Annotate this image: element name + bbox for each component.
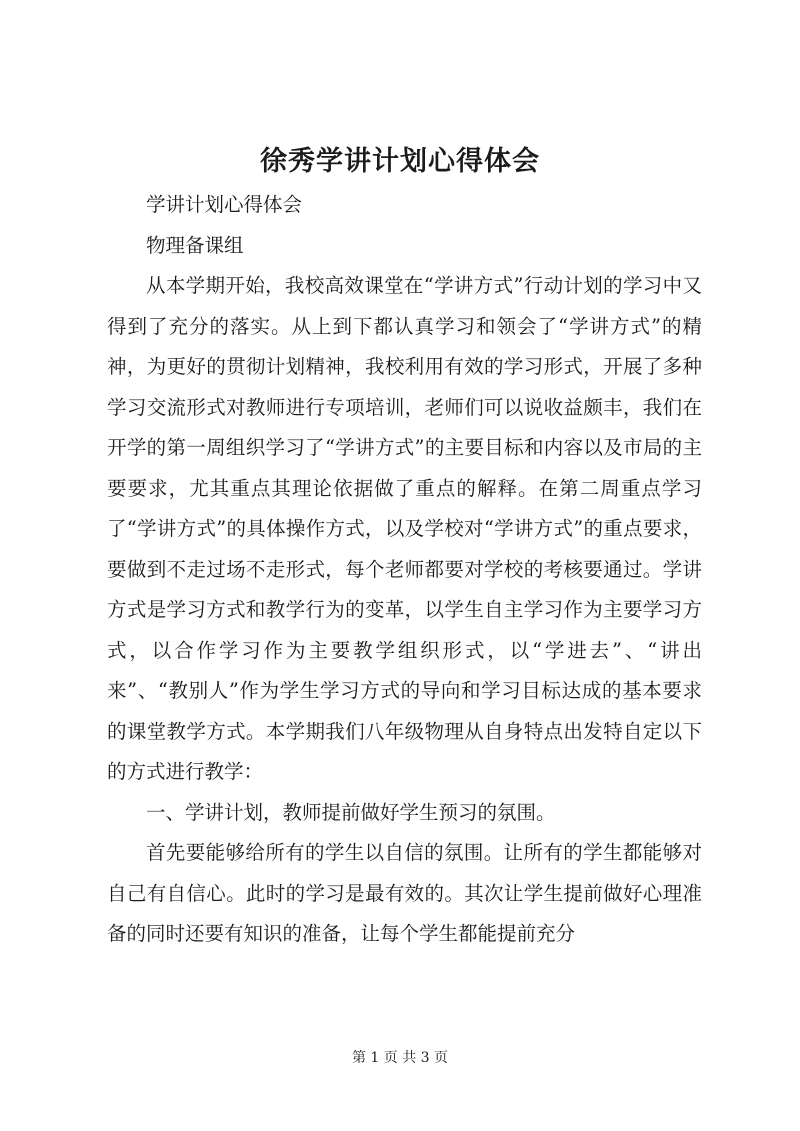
body-paragraph: 首先要能够给所有的学生以自信的氛围。让所有的学生都能够对自己有自信心。此时的学习是最有效的。其次让学生提前做好心理准备的同时还要有知识的准备，让每个学生都能提前充分 [107, 841, 702, 945]
intro-paragraph: 从本学期开始，我校高效课堂在“学讲方式”行动计划的学习中又得到了充分的落实。从上到下都认真学习和领会了“学讲方式”的精神，为更好的贯彻计划精神，我校利用有效的学习形式，开展了多种学习交流形式对教师进行专项培训，老师们可以说收益颇丰，我们在开学的第一周组织学习了“学讲方式”的主要目标和内容以及市局的主要要求，尤其重点其理论依据做了重点的解释。在第二周重点学习了“学讲方式”的具体操作方式，以及学校对“学讲方式”的重点要求，要做到不走过场不走形式，每个老师都要对学校的考核要通过。学讲方式是学习方式和教学行为的变革，以学生自主学习作为主要学习方式，以合作学习作为主要教学组织形式，以“学进去”、“讲出来”、“教别人”作为学生学习方式的导向和学习目标达成的基本要求的课堂教学方式。本学期我们八年级物理从自身特点出发特自定以下的方式进行教学： [107, 274, 702, 783]
section-heading-paragraph: 一、学讲计划，教师提前做好学生预习的氛围。 [146, 800, 556, 824]
document-body [107, 185, 702, 955]
group-name-paragraph: 物理备课组 [146, 233, 244, 257]
subtitle-paragraph: 学讲计划心得体会 [146, 193, 303, 216]
document-title: 徐秀学讲计划心得体会 [260, 146, 540, 177]
page-number-footer: 第 1 页 共 3 页 [351, 1050, 449, 1066]
